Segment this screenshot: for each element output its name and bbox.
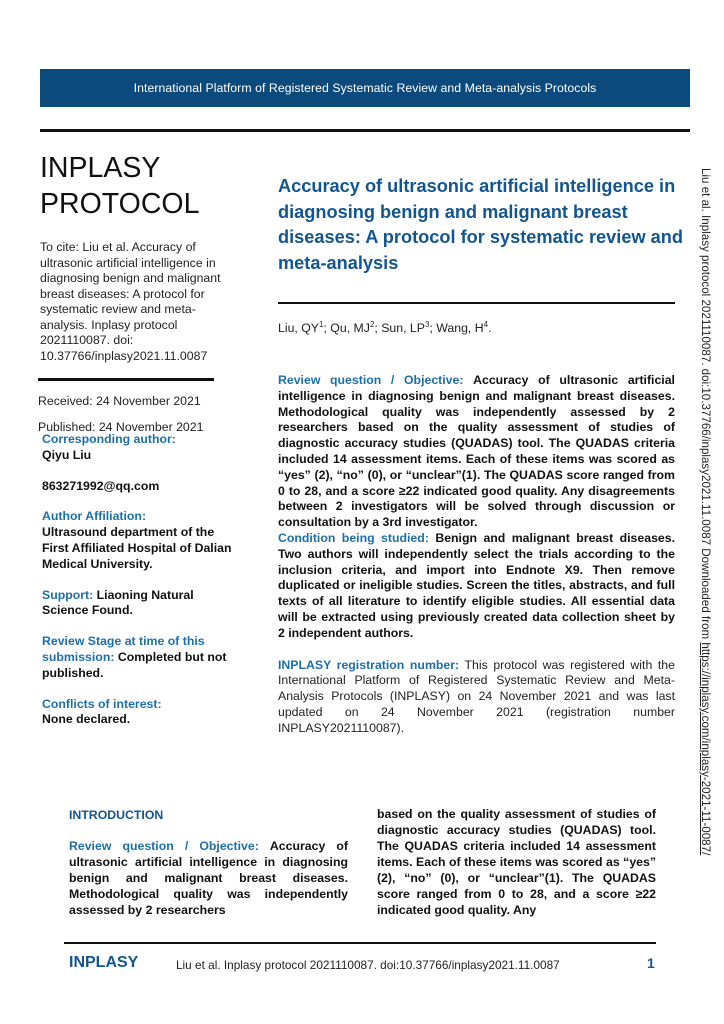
review-stage-label: Review Stage at time of this submission: [42, 634, 205, 664]
corresponding-author-label: Corresponding author: [42, 432, 176, 446]
side-watermark [699, 168, 712, 855]
affiliation-value: Ultrasound department of the First Affiliated Hospital of Dalian Medical University. [42, 525, 232, 571]
review-stage-value: Completed but not published. [42, 649, 227, 680]
author-affil-number: 4 [483, 320, 489, 329]
author-name: ; Qu, MJ [323, 321, 370, 336]
author-affil-number: 1 [319, 320, 324, 329]
support-label: Support: [42, 587, 94, 602]
conflicts-value: None declared. [42, 712, 131, 727]
brand-line-1: INPLASY [40, 152, 161, 184]
footer-brand: INPLASY [69, 954, 139, 971]
intro-objective-label: Review question / Objective: [69, 839, 259, 853]
corresponding-author [42, 432, 242, 464]
registration-label: INPLASY registration number: [278, 657, 460, 672]
author-affil-number: 3 [424, 320, 430, 329]
citation: To cite: Liu et al. Accuracy of ultrasonic artificial intelligence in diagnosing benign and malignant breast diseases: A protocol for systematic review and meta-analysis. Inplasy protocol 2021110087. doi: 10.37766/inplasy2021.11.0087 [40, 240, 221, 363]
banner-text: International Platform of Registered Systematic Review and Meta-analysis Protocols [133, 81, 597, 95]
condition-label: Condition being studied: [278, 530, 429, 545]
corresponding-author-name: Qiyu Liu [42, 447, 92, 462]
objective-label: Review question / Objective: [278, 373, 464, 387]
page-number: 1 [647, 955, 655, 971]
author-name: ; Wang, H [429, 321, 484, 336]
intro-column-1-text: Accuracy of ultrasonic artificial intelligence in diagnosing benign and malignant breast diseases. Methodological quality was independently assessed by 2 researchers [69, 839, 348, 917]
side-watermark-text: Liu et al. Inplasy protocol 2021110087. doi:10.37766/inplasy2021.11.0087 Downloaded from [699, 168, 712, 643]
footer-citation: Liu et al. Inplasy protocol 2021110087. doi:10.37766/inplasy2021.11.0087 [176, 958, 560, 972]
paper-title: Accuracy of ultrasonic artificial intelligence in diagnosing benign and malignant breast diseases: A protocol for systematic review and meta-analysis [278, 176, 683, 273]
registration-paragraph [278, 658, 675, 737]
introduction-column-2 [377, 806, 656, 918]
header-banner [40, 69, 690, 107]
introduction-heading: INTRODUCTION [69, 808, 164, 822]
title-divider [278, 302, 675, 304]
affiliation-label: Author Affiliation: [42, 509, 147, 524]
author-list-end: . [488, 321, 492, 336]
author-name: Liu, QY [278, 321, 320, 336]
sidebar-divider [38, 378, 214, 381]
condition-paragraph [278, 531, 675, 642]
author-affiliation [42, 509, 242, 572]
brand-title [40, 150, 240, 222]
intro-column-2-text: based on the quality assessment of studies of diagnostic accuracy studies (QUADAS) tool. The QUADAS criteria included 14 assessment items. Each of these items was scored as “yes” (2), “no” (0), or “unclear”(1). The QUADAS score ranged from 0 to 28, and a score ≥22 indicated good quality. Any [377, 807, 656, 917]
received-date: Received: 24 November 2021 [38, 394, 201, 408]
condition-text: Benign and malignant breast diseases. Two authors will independently select the trials according to the inclusion criteria, and import into Endnote X9. Then remove duplicated or ineligible studies. Screen the titles, abstracts, and full texts of all literature to identify eligible studies. All essential data will be extracted using previously created data collection sheet by 2 independent authors. [278, 530, 676, 640]
objective-text: Accuracy of ultrasonic artificial intelligence in diagnosing benign and malignant breast diseases. Methodological quality was independently assessed by 2 researchers based on the quality assessment of studies of diagnostic accuracy studies (QUADAS) tool. The QUADAS criteria included 14 assessment items. Each of these items was scored as “yes” (2), “no” (0), or “unclear”(1). The QUADAS score ranged from 0 to 28, and a score ≥22 indicated good quality. Any disagreements between 2 investigators will be solved through discussion or consultation by a 3rd investigator. [278, 373, 675, 530]
support [42, 588, 242, 620]
review-stage [42, 634, 242, 681]
footer-divider [64, 942, 656, 944]
objective-paragraph [278, 373, 675, 531]
author-name: ; Sun, LP [374, 321, 425, 336]
author-list [278, 320, 492, 335]
abstract-section [278, 373, 675, 737]
conflicts-label: Conflicts of interest: [42, 696, 162, 711]
author-affil-number: 2 [369, 320, 375, 329]
registration-text: This protocol was registered with the International Platform of Registered Systematic Review and Meta-Analysis Protocols (INPLASY) on 24 November 2021 and was last updated on 24 November 2021 (registration number INPLASY2021110087). [278, 657, 675, 735]
metadata-sidebar [42, 432, 242, 743]
brand-line-2: PROTOCOL [40, 188, 200, 220]
conflicts-of-interest [42, 697, 242, 729]
download-link[interactable]: https://inplasy.com/inplasy-2021-11-0087/ [699, 642, 712, 856]
top-divider [40, 129, 690, 132]
support-value: Liaoning Natural Science Found. [42, 587, 194, 618]
published-date: Published: 24 November 2021 [38, 420, 204, 434]
author-email[interactable]: 863271992@qq.com [42, 478, 160, 493]
introduction-column-1 [69, 838, 348, 918]
